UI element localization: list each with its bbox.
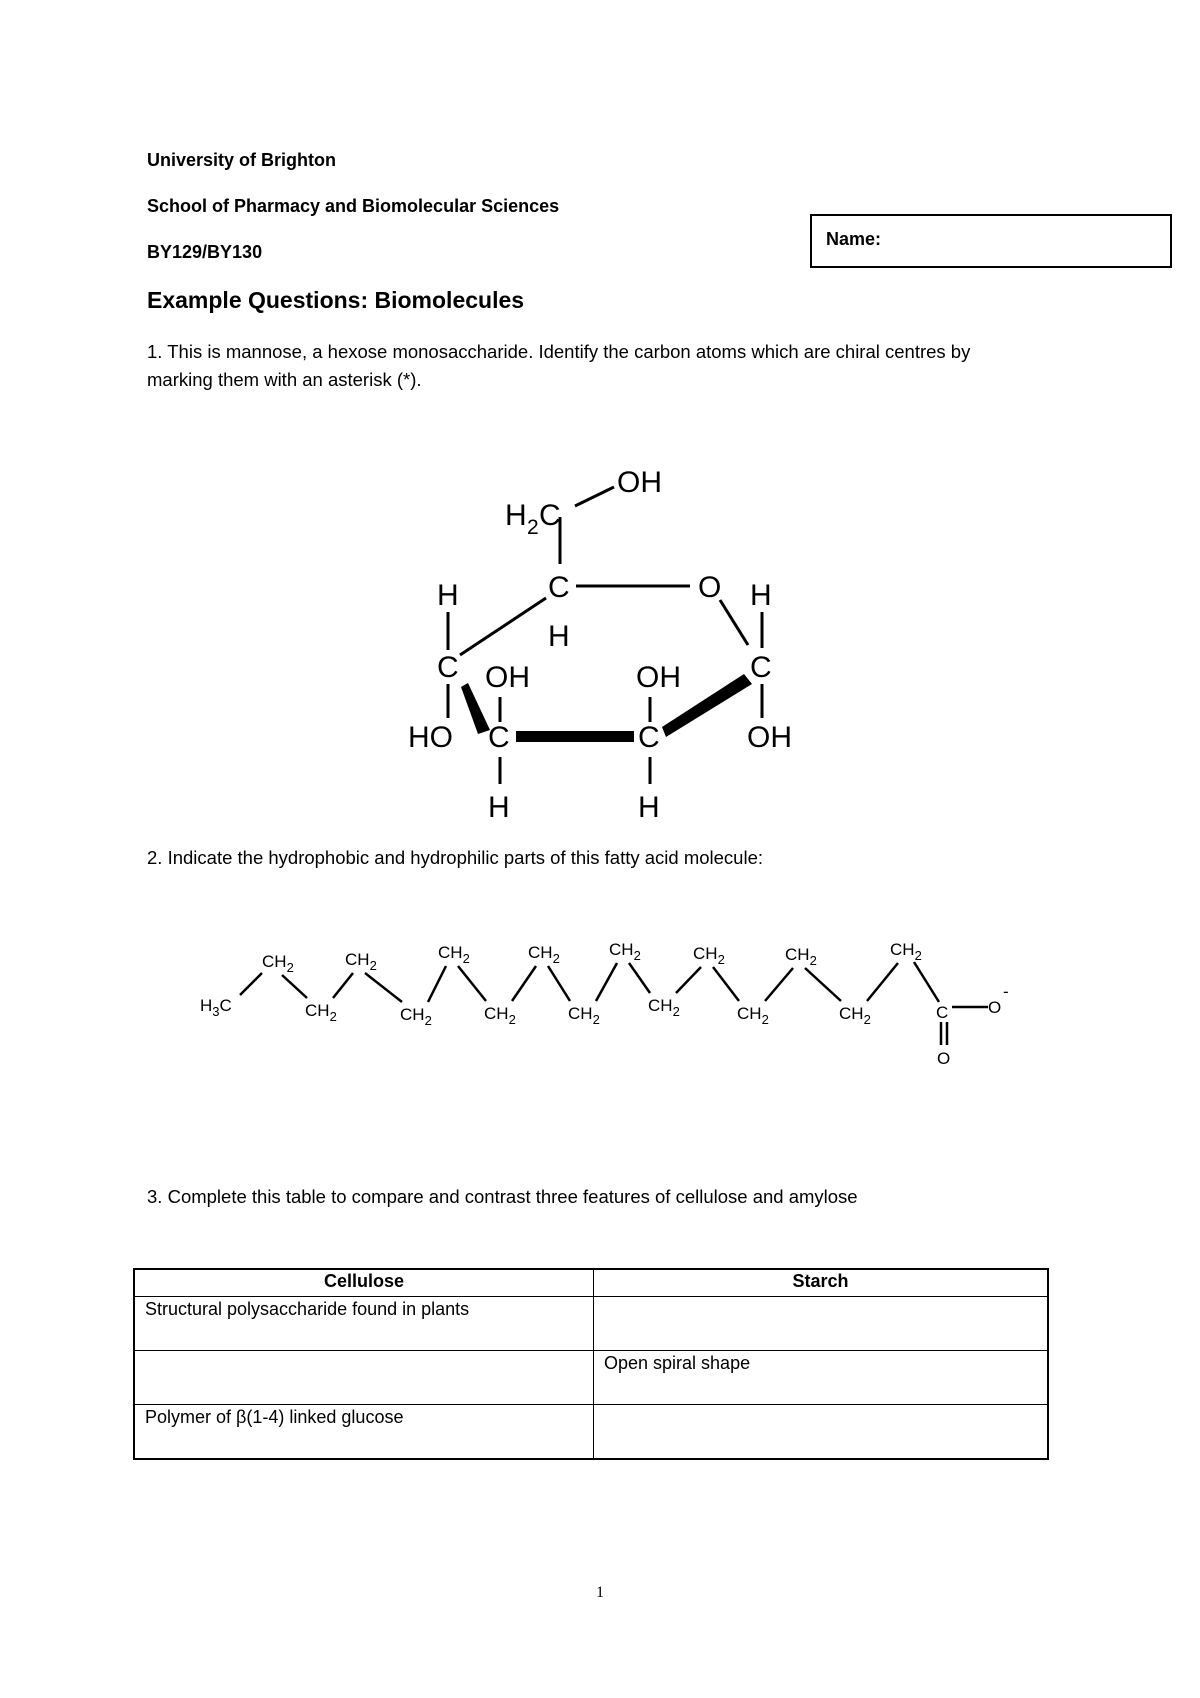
header-starch: Starch [594, 1269, 1049, 1297]
question-number: 1. [147, 341, 163, 362]
table-row [134, 1297, 1048, 1351]
question-text: This is mannose, a hexose monosaccharide. Identify the carbon atoms which are chiral centres by [167, 341, 971, 362]
school-name: School of Pharmacy and Biomolecular Sciences [147, 196, 560, 216]
question-1-line2: marking them with an asterisk (*). [147, 369, 422, 390]
bond [428, 966, 446, 1002]
table-cell[interactable]: Structural polysaccharide found in plants [134, 1297, 594, 1351]
oh-top: OH [617, 466, 662, 499]
bond [548, 966, 570, 1001]
table-cell[interactable] [594, 1297, 1049, 1351]
ch2-group: $CH_2$ [648, 996, 680, 1019]
bond [713, 967, 739, 1001]
ch2-group: $CH_2$ [484, 1004, 516, 1027]
o-ring: O [698, 571, 722, 604]
h-c2: H [638, 791, 660, 824]
h2c-subscript: 2 [527, 516, 539, 539]
carboxyl-carbon: C [936, 1003, 949, 1022]
c3: C [488, 721, 510, 754]
h2c-c: C [539, 499, 561, 532]
h2c-h: H [505, 499, 527, 532]
oh-c2: OH [636, 661, 681, 694]
question-number: 3. [147, 1186, 163, 1207]
question-number: 2. [147, 847, 163, 868]
table-cell[interactable] [594, 1405, 1049, 1460]
page-number: 1 [596, 1584, 604, 1601]
c5: C [548, 571, 570, 604]
table-row [134, 1405, 1048, 1460]
course-code: BY129/BY130 [147, 242, 263, 262]
ch2-group: $CH_2$ [839, 1004, 871, 1027]
ch2-group: $CH_2$ [609, 940, 641, 963]
bond [867, 963, 898, 1001]
ch2-group: $CH_2$ [568, 1004, 600, 1027]
bond [914, 962, 939, 1002]
table-cell[interactable] [134, 1351, 594, 1405]
ch2-group: $CH_2$ [890, 940, 922, 963]
table-cell[interactable]: Open spiral shape [594, 1351, 1049, 1405]
question-text: Indicate the hydrophobic and hydrophilic parts of this fatty acid molecule: [167, 847, 764, 868]
bond [333, 973, 353, 998]
c4: C [437, 651, 459, 684]
h-c3: H [488, 791, 510, 824]
comparison-table [133, 1268, 1049, 1460]
ch2-group: $CH_2$ [528, 943, 560, 966]
ch2-group: $CH_2$ [305, 1001, 337, 1024]
table-header-row [134, 1269, 1048, 1297]
bond [512, 966, 536, 1001]
methyl-group: $H_3C$ [200, 996, 232, 1019]
oh-c3: OH [485, 661, 530, 694]
bond [805, 968, 841, 1001]
table-row [134, 1351, 1048, 1405]
bond [240, 973, 262, 995]
h-c5: H [548, 620, 570, 653]
ch2-group: $CH_2$ [438, 943, 470, 966]
carboxylate-oxygen: O [988, 998, 1002, 1017]
carbonyl-oxygen: O [937, 1049, 951, 1068]
h-right: H [750, 579, 772, 612]
header-cellulose: Cellulose [134, 1269, 594, 1297]
h-left: H [437, 579, 459, 612]
ch2-group: $CH_2$ [345, 950, 377, 973]
question-3 [147, 1183, 858, 1211]
university-name: University of Brighton [147, 150, 337, 170]
table-cell[interactable]: Polymer of β(1-4) linked glucose [134, 1405, 594, 1460]
question-text: Complete this table to compare and contrast three features of cellulose and amylose [167, 1186, 858, 1207]
ho-left: HO [408, 721, 453, 754]
ch2-group: $CH_2$ [693, 944, 725, 967]
name-label: Name: [826, 229, 882, 249]
bond [365, 973, 402, 1002]
bond [676, 967, 701, 993]
oh-right: OH [747, 721, 792, 754]
bond [596, 963, 617, 1001]
bond [765, 968, 793, 1001]
bond [282, 975, 307, 998]
bond [629, 963, 650, 993]
ch2-group: $CH_2$ [400, 1005, 432, 1028]
bond [458, 966, 486, 1001]
ch2-group: $CH_2$ [785, 945, 817, 968]
ch2-group: $CH_2$ [737, 1004, 769, 1027]
negative-charge: - [1003, 982, 1009, 1001]
c2: C [638, 721, 660, 754]
c1: C [750, 651, 772, 684]
ch2-group: $CH_2$ [262, 952, 294, 975]
page-title: Example Questions: Biomolecules [147, 287, 525, 313]
